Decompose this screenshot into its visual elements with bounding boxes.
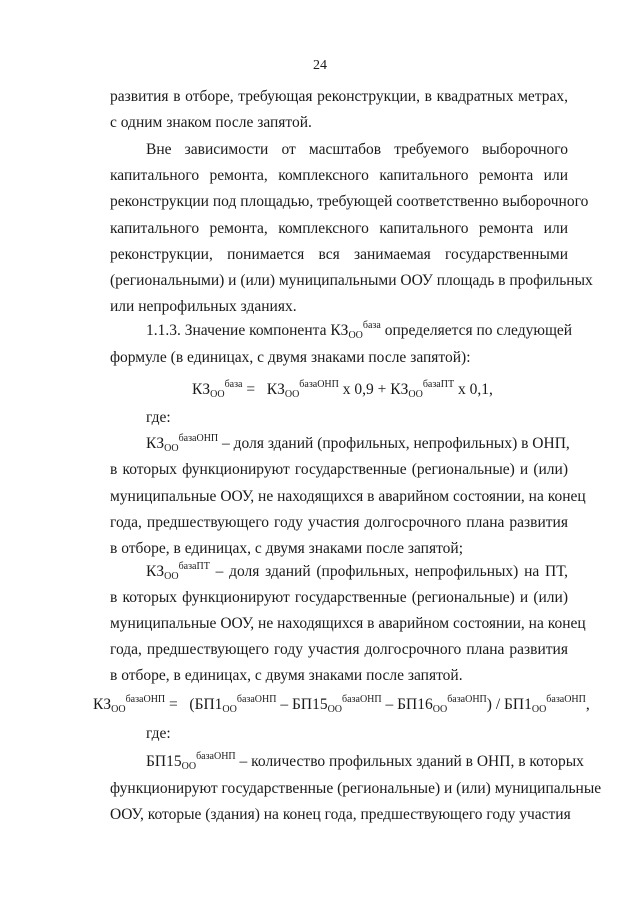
- subscript: ОО: [111, 704, 126, 715]
- text-span: определяется по следующей: [384, 322, 573, 339]
- text-line: реконструкции, понимается вся занимаемая государственными: [110, 246, 568, 263]
- text-line: с одним знаком после запятой.: [110, 114, 312, 131]
- subscript: ОО: [284, 389, 300, 400]
- superscript: базаОНП: [447, 694, 487, 705]
- subscript: ОО: [531, 704, 547, 715]
- superscript: базаОНП: [546, 694, 586, 705]
- text-line: реконструкции под площадью, требующей соответственно выборочного: [110, 193, 589, 210]
- superscript: базаПТ: [422, 379, 455, 390]
- text-line: капитального ремонта, комплексного капитального ремонта или: [110, 220, 568, 237]
- formula-kz-baza-onp: [93, 692, 590, 718]
- text-line: в отборе, в единицах, с двумя знаками после запятой.: [110, 667, 463, 684]
- text-line: ООУ, которые (здания) на конец года, предшествующего году участия: [110, 806, 571, 823]
- text-span: – доля зданий (профильных, непрофильных) в ОНП,: [218, 435, 570, 452]
- page-number: 24: [313, 58, 327, 73]
- superscript: базаОНП: [125, 694, 166, 705]
- text-line: года, предшествующего году участия долгосрочного плана развития: [110, 514, 568, 531]
- superscript: базаПТ: [178, 561, 210, 572]
- text-line: развития в отборе, требующая реконструкции, в квадратных метрах,: [110, 88, 568, 105]
- subscript: ОО: [164, 571, 179, 582]
- text-line: [146, 431, 568, 457]
- text-span: КЗ: [146, 563, 165, 580]
- where-label: где:: [146, 409, 171, 426]
- subscript: ОО: [432, 704, 448, 715]
- subscript: ОО: [222, 704, 237, 715]
- formula-text: – БП16: [381, 696, 433, 713]
- text-span: КЗ: [146, 435, 165, 452]
- text-line: муниципальные ООУ, не находящихся в аварийном состоянии, на конец: [110, 615, 586, 632]
- text-line: или непрофильных зданиях.: [110, 298, 297, 315]
- text-line: [146, 559, 568, 585]
- text-line: формуле (в единицах, с двумя знаками после запятой):: [110, 349, 471, 366]
- text-line: капитального ремонта, комплексного капитального ремонта или: [110, 167, 568, 184]
- text-line: года, предшествующего году участия долгосрочного плана развития: [110, 641, 568, 658]
- formula-text: КЗ: [266, 381, 285, 398]
- superscript: базаОНП: [342, 694, 382, 705]
- formula-text: КЗ: [93, 696, 112, 713]
- text-line: в которых функционируют государственные (региональные) и (или): [110, 589, 568, 606]
- text-line: (региональными) и (или) муниципальными ООУ площадь в профильных: [110, 272, 593, 289]
- subscript: ОО: [408, 389, 423, 400]
- text-line: Вне зависимости от масштабов требуемого выборочного: [146, 141, 568, 158]
- formula-text: x 0,1,: [454, 381, 493, 398]
- formula-text: x 0,9 + КЗ: [338, 381, 409, 398]
- superscript: база: [362, 320, 381, 331]
- text-line: [146, 318, 573, 344]
- formula-text: – БП15: [276, 696, 328, 713]
- formula-text: КЗ: [192, 381, 211, 398]
- text-span: 1.1.3. Значение компонента КЗ: [146, 322, 349, 339]
- where-label: где:: [146, 725, 171, 742]
- formula-text: (БП1: [189, 696, 223, 713]
- formula-kz-baza: [192, 377, 493, 403]
- text-span: БП15: [146, 753, 182, 770]
- text-line: в отборе, в единицах, с двумя знаками после запятой;: [110, 540, 464, 557]
- superscript: базаОНП: [299, 379, 339, 390]
- formula-text: ) / БП1: [486, 696, 532, 713]
- subscript: ОО: [181, 761, 197, 772]
- superscript: базаОНП: [196, 751, 236, 762]
- subscript: ОО: [348, 330, 363, 341]
- text-line: в которых функционируют государственные (региональные) и (или): [110, 461, 568, 478]
- superscript: базаОНП: [178, 433, 219, 444]
- subscript: ОО: [327, 704, 343, 715]
- formula-text: =: [242, 381, 259, 398]
- subscript: ОО: [164, 443, 179, 454]
- formula-text: =: [165, 696, 182, 713]
- text-line: функционируют государственные (региональные) и (или) муниципальные: [110, 780, 602, 797]
- text-line: [146, 749, 584, 775]
- superscript: база: [224, 379, 243, 390]
- text-span: – количество профильных зданий в ОНП, в которых: [235, 753, 584, 770]
- subscript: ОО: [210, 389, 225, 400]
- formula-text: ,: [585, 696, 590, 713]
- text-line: муниципальные ООУ, не находящихся в аварийном состоянии, на конец: [110, 488, 586, 505]
- text-span: – доля зданий (профильных, непрофильных) на ПТ,: [209, 563, 568, 580]
- superscript: базаОНП: [236, 694, 277, 705]
